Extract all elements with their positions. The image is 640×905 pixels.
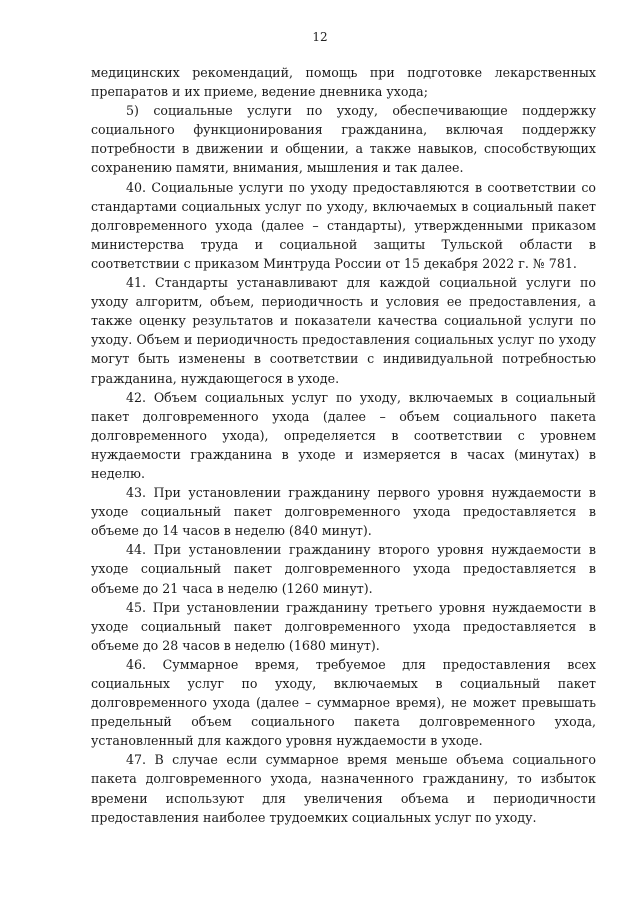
paragraph-item-5: 5) социальные услуги по уходу, обеспечивающие поддержку социального функционирования гражданина, включая поддержку потребности в движении и общении, а также навыков, способствующих сохранению памяти, внимания, мышления и так далее. xyxy=(91,103,596,176)
paragraph-40: 40. Социальные услуги по уходу предоставляются в соответствии со стандартами социальных услуг по уходу, включаемых в социальный пакет долговременного ухода (далее – стандарты), утвержденными приказом министерства труда и социальной защиты Тульской области в соответствии с приказом Минтруда России от 15 декабря 2022 г. № 781. xyxy=(91,179,596,271)
paragraph-47: 47. В случае если суммарное время меньше объема социального пакета долговременного ухода, назначенного гражданину, то избыток времени используют для увеличения объема и периодичности предоставления наиболее трудоемких социальных услуг по уходу. xyxy=(91,752,596,825)
paragraph-43: 43. При установлении гражданину первого уровня нуждаемости в уходе социальный пакет долговременного ухода предоставляется в объеме до 14 часов в неделю (840 минут). xyxy=(91,485,596,539)
paragraph-41: 41. Стандарты устанавливают для каждой социальной услуги по уходу алгоритм, объем, периодичность и условия ее предоставления, а также оценку результатов и показатели качества социальной услуги по уходу. Объем и периодичность предоставления социальных услуг по уходу могут быть изменены в соответствии с индивидуальной потребностью гражданина, нуждающегося в уходе. xyxy=(91,275,596,386)
paragraph-46: 46. Суммарное время, требуемое для предоставления всех социальных услуг по уходу, включаемых в социальный пакет долговременного ухода (далее – суммарное время), не может превышать предельный объем социального пакета долговременного ухода, установленный для каждого уровня нуждаемости в уходе. xyxy=(91,656,596,749)
paragraph-42: 42. Объем социальных услуг по уходу, включаемых в социальный пакет долговременного ухода (далее – объем социального пакета долговременного ухода), определяется в соответствии с уровнем нуждаемости гражданина в уходе и измеряется в часах (минутах) в неделю. xyxy=(91,389,596,481)
paragraph-continuation: медицинских рекомендаций, помощь при подготовке лекарственных препаратов и их приеме, ведение дневника ухода; xyxy=(91,65,596,100)
paragraph-45: 45. При установлении гражданину третьего уровня нуждаемости в уходе социальный пакет долговременного ухода предоставляется в объеме до 28 часов в неделю (1680 минут). xyxy=(91,599,596,653)
body-text xyxy=(91,63,596,827)
page-number: 12 xyxy=(312,30,328,44)
paragraph-44: 44. При установлении гражданину второго уровня нуждаемости в уходе социальный пакет долговременного ухода предоставляется в объеме до 21 часа в неделю (1260 минут). xyxy=(91,542,596,596)
